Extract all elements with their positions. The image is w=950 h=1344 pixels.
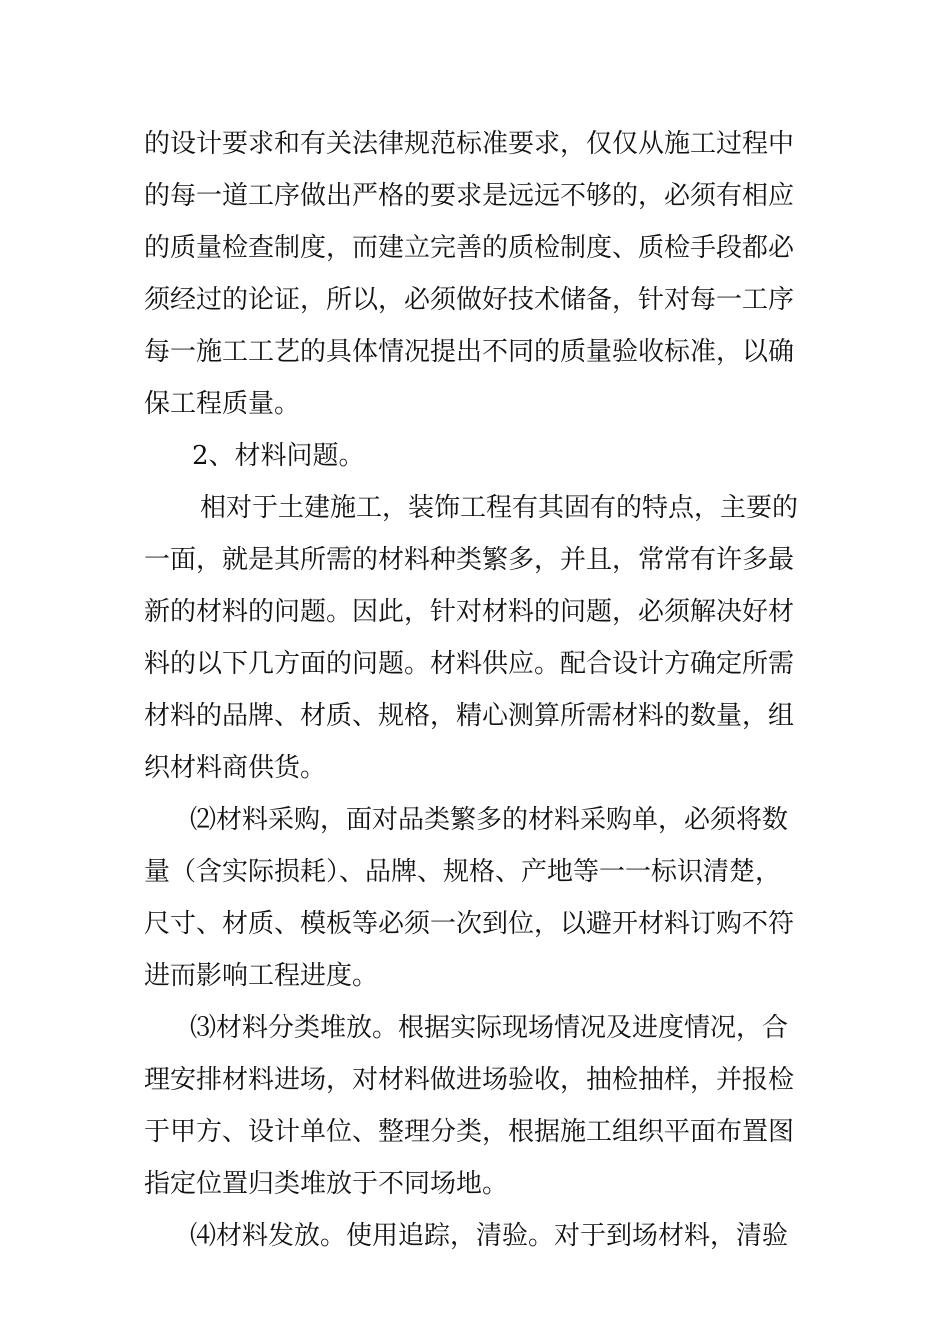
document-body bbox=[144, 118, 824, 1262]
text-line: ⑶材料分类堆放。根据实际现场情况及进度情况，合 bbox=[190, 1013, 789, 1043]
text-line: 一面，就是其所需的材料种类繁多，并且，常常有许多最 bbox=[144, 545, 795, 575]
text-line: 进而影响工程进度。 bbox=[144, 961, 379, 991]
paragraph-materials-intro bbox=[144, 482, 824, 794]
text-line: 材料的品牌、材质、规格，精心测算所需材料的数量，组 bbox=[144, 701, 795, 731]
list-item-distribution bbox=[144, 1210, 824, 1262]
text-line: 于甲方、设计单位、整理分类，根据施工组织平面布置图 bbox=[144, 1117, 795, 1147]
text-line: ⑵材料采购，面对品类繁多的材料采购单，必须将数 bbox=[190, 805, 789, 835]
text-line: 量（含实际损耗）、品牌、规格、产地等一一标识清楚， bbox=[144, 857, 782, 887]
text-line: ⑷材料发放。使用追踪，清验。对于到场材料，清验 bbox=[190, 1221, 789, 1251]
text-line: 的质量检查制度，而建立完善的质检制度、质检手段都必 bbox=[144, 233, 795, 263]
text-line: 相对于土建施工，装饰工程有其固有的特点，主要的 bbox=[200, 493, 799, 523]
text-line: 尺寸、材质、模板等必须一次到位，以避开材料订购不符 bbox=[144, 909, 795, 939]
text-line: 理安排材料进场，对材料做进场验收，抽检抽样，并报检 bbox=[144, 1065, 795, 1095]
text-line: 的设计要求和有关法律规范标准要求，仅仅从施工过程中 bbox=[144, 129, 795, 159]
list-item-purchasing bbox=[144, 794, 824, 1002]
paragraph-quality-inspection bbox=[144, 118, 824, 430]
text-line: 每一施工工艺的具体情况提出不同的质量验收标准，以确 bbox=[144, 337, 795, 367]
text-line: 料的以下几方面的问题。材料供应。配合设计方确定所需 bbox=[144, 649, 795, 679]
section-heading-materials: 2、材料问题。 bbox=[192, 441, 365, 471]
text-line: 须经过的论证，所以，必须做好技术储备，针对每一工序 bbox=[144, 285, 795, 315]
text-line: 织材料商供货。 bbox=[144, 753, 327, 783]
list-item-storage bbox=[144, 1002, 824, 1210]
text-line: 新的材料的问题。因此，针对材料的问题，必须解决好材 bbox=[144, 597, 795, 627]
text-line: 保工程质量。 bbox=[144, 389, 301, 419]
text-line: 指定位置归类堆放于不同场地。 bbox=[144, 1169, 509, 1199]
text-line: 的每一道工序做出严格的要求是远远不够的，必须有相应 bbox=[144, 181, 795, 211]
